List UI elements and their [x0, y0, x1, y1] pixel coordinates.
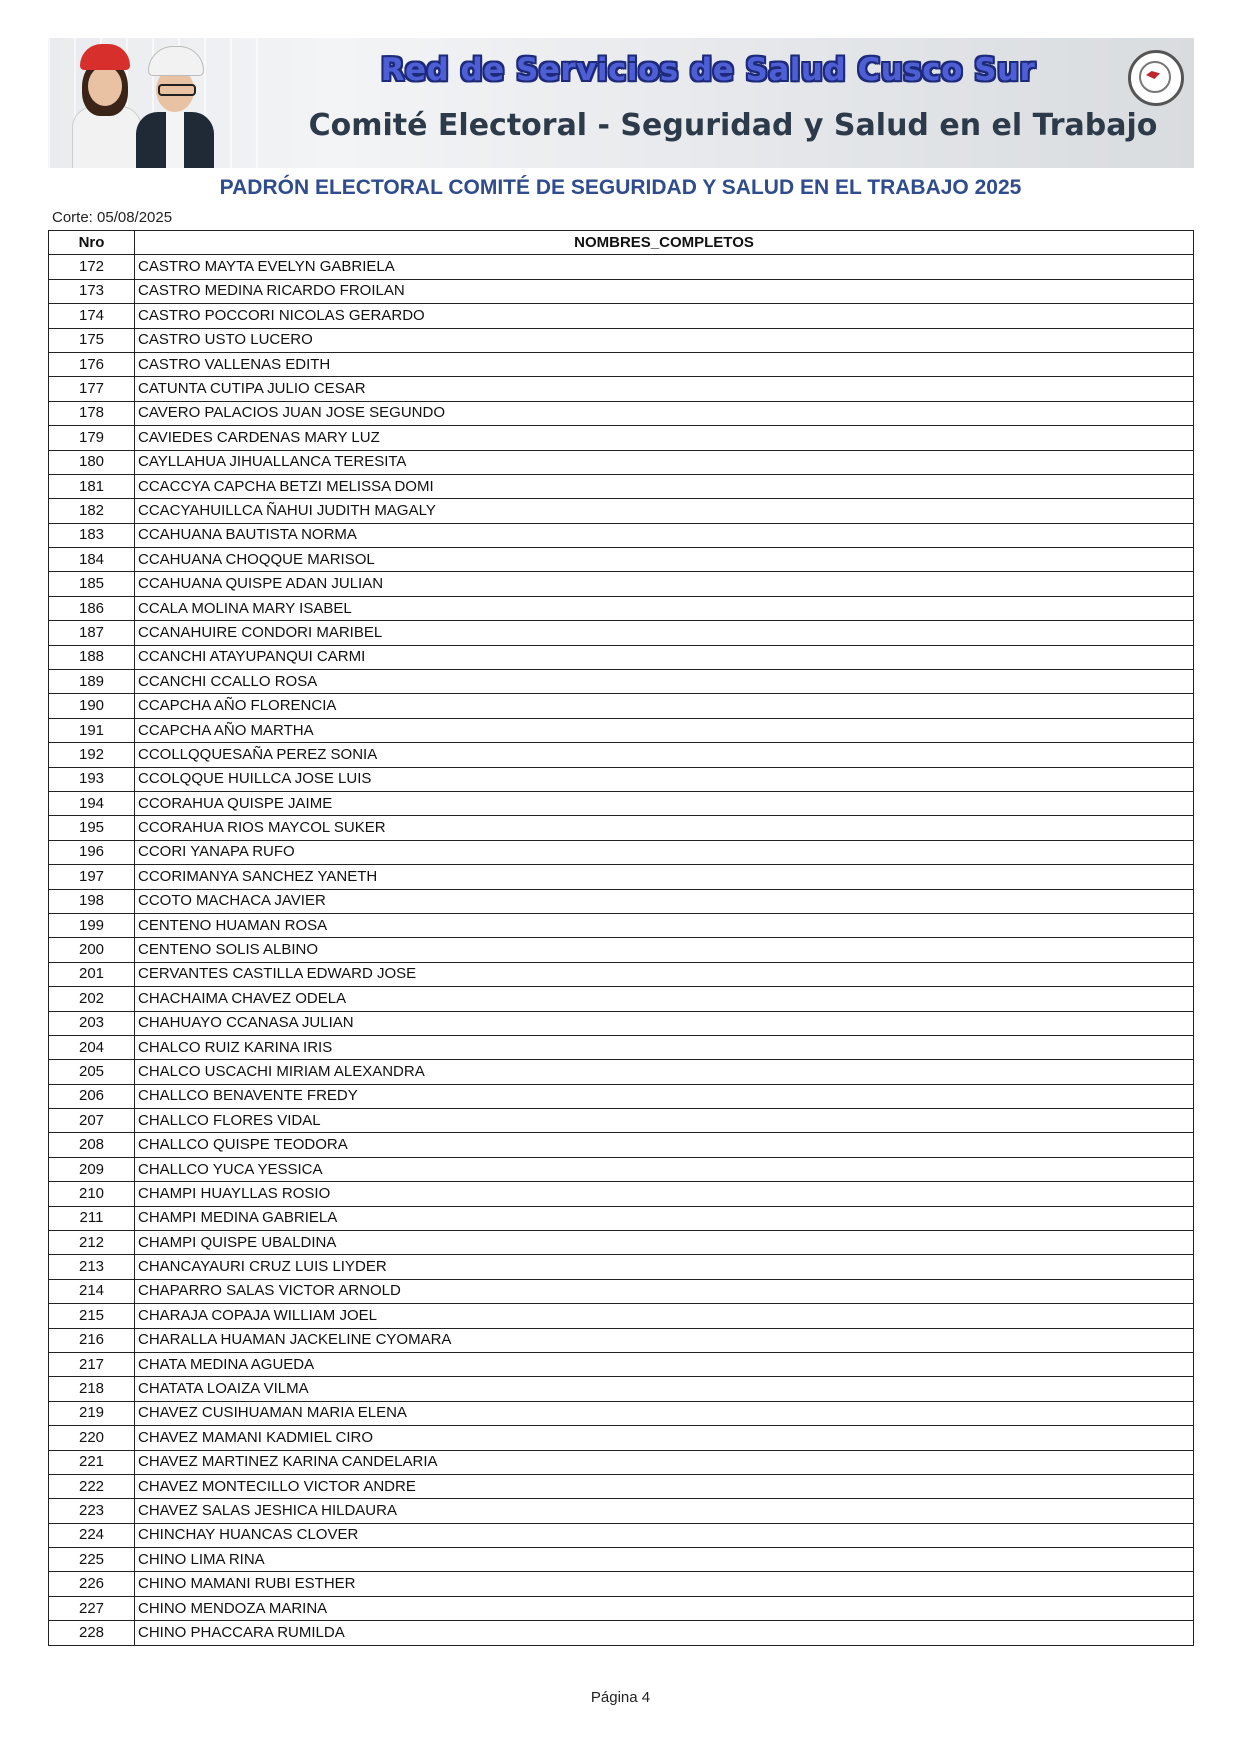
table-row [49, 1157, 1194, 1181]
row-number: 225 [49, 1548, 135, 1572]
full-name: CHAVEZ MONTECILLO VICTOR ANDRE [135, 1474, 1194, 1498]
row-number: 201 [49, 962, 135, 986]
table-row [49, 572, 1194, 596]
full-name: CHAVEZ CUSIHUAMAN MARIA ELENA [135, 1401, 1194, 1425]
table-row [49, 426, 1194, 450]
row-number: 199 [49, 913, 135, 937]
full-name: CHINO MENDOZA MARINA [135, 1596, 1194, 1620]
row-number: 198 [49, 889, 135, 913]
table-row [49, 1328, 1194, 1352]
row-number: 175 [49, 328, 135, 352]
full-name: CCORI YANAPA RUFO [135, 840, 1194, 864]
table-row [49, 1596, 1194, 1620]
table-header-row [49, 231, 1194, 255]
row-number: 179 [49, 426, 135, 450]
row-number: 174 [49, 304, 135, 328]
row-number: 172 [49, 255, 135, 279]
row-number: 203 [49, 1011, 135, 1035]
table-row [49, 1206, 1194, 1230]
full-name: CHAVEZ MAMANI KADMIEL CIRO [135, 1426, 1194, 1450]
table-row [49, 304, 1194, 328]
row-number: 222 [49, 1474, 135, 1498]
row-number: 193 [49, 767, 135, 791]
row-number: 207 [49, 1109, 135, 1133]
full-name: CCACYAHUILLCA ÑAHUI JUDITH MAGALY [135, 499, 1194, 523]
table-row [49, 1572, 1194, 1596]
table-row [49, 1426, 1194, 1450]
table-row [49, 816, 1194, 840]
full-name: CHINO LIMA RINA [135, 1548, 1194, 1572]
table-row [49, 1231, 1194, 1255]
table-row [49, 1060, 1194, 1084]
table-row [49, 352, 1194, 376]
table-row [49, 255, 1194, 279]
table-row [49, 791, 1194, 815]
table-row [49, 328, 1194, 352]
table-row [49, 962, 1194, 986]
full-name: CENTENO HUAMAN ROSA [135, 913, 1194, 937]
row-number: 210 [49, 1182, 135, 1206]
table-row [49, 377, 1194, 401]
row-number: 189 [49, 670, 135, 694]
table-row [49, 401, 1194, 425]
table-row [49, 889, 1194, 913]
row-number: 180 [49, 450, 135, 474]
table-row [49, 1182, 1194, 1206]
table-row [49, 1377, 1194, 1401]
row-number: 197 [49, 865, 135, 889]
table-row [49, 1011, 1194, 1035]
table-row [49, 499, 1194, 523]
row-number: 215 [49, 1304, 135, 1328]
row-number: 173 [49, 279, 135, 303]
table-row [49, 1499, 1194, 1523]
full-name: CCOLLQQUESAÑA PEREZ SONIA [135, 743, 1194, 767]
full-name: CHALLCO FLORES VIDAL [135, 1109, 1194, 1133]
row-number: 183 [49, 523, 135, 547]
full-name: CHAMPI HUAYLLAS ROSIO [135, 1182, 1194, 1206]
document-title: PADRÓN ELECTORAL COMITÉ DE SEGURIDAD Y SALUD EN EL TRABAJO 2025 [219, 176, 1022, 199]
row-number: 205 [49, 1060, 135, 1084]
full-name: CHATATA LOAIZA VILMA [135, 1377, 1194, 1401]
row-number: 228 [49, 1621, 135, 1645]
full-name: CCAPCHA AÑO MARTHA [135, 718, 1194, 742]
table-row [49, 523, 1194, 547]
row-number: 200 [49, 938, 135, 962]
full-name: CCAHUANA QUISPE ADAN JULIAN [135, 572, 1194, 596]
table-body [49, 255, 1194, 1645]
table-row [49, 743, 1194, 767]
table-row [49, 1621, 1194, 1645]
table-row [49, 450, 1194, 474]
row-number: 177 [49, 377, 135, 401]
full-name: CHALCO USCACHI MIRIAM ALEXANDRA [135, 1060, 1194, 1084]
full-name: CHAHUAYO CCANASA JULIAN [135, 1011, 1194, 1035]
table-row [49, 1523, 1194, 1547]
table-row [49, 621, 1194, 645]
table-row [49, 1304, 1194, 1328]
full-name: CCAHUANA BAUTISTA NORMA [135, 523, 1194, 547]
full-name: CENTENO SOLIS ALBINO [135, 938, 1194, 962]
row-number: 209 [49, 1157, 135, 1181]
table-row [49, 548, 1194, 572]
full-name: CASTRO VALLENAS EDITH [135, 352, 1194, 376]
table-row [49, 1255, 1194, 1279]
row-number: 206 [49, 1084, 135, 1108]
full-name: CHAPARRO SALAS VICTOR ARNOLD [135, 1279, 1194, 1303]
full-name: CCAPCHA AÑO FLORENCIA [135, 694, 1194, 718]
column-header-nombres: NOMBRES_COMPLETOS [135, 231, 1194, 255]
table-row [49, 1084, 1194, 1108]
table-row [49, 645, 1194, 669]
row-number: 191 [49, 718, 135, 742]
full-name: CHAVEZ SALAS JESHICA HILDAURA [135, 1499, 1194, 1523]
full-name: CCALA MOLINA MARY ISABEL [135, 596, 1194, 620]
worker-man-image [130, 38, 220, 168]
table-row [49, 1450, 1194, 1474]
table-row [49, 1109, 1194, 1133]
row-number: 204 [49, 1035, 135, 1059]
row-number: 178 [49, 401, 135, 425]
full-name: CCACCYA CAPCHA BETZI MELISSA DOMI [135, 474, 1194, 498]
full-name: CERVANTES CASTILLA EDWARD JOSE [135, 962, 1194, 986]
full-name: CHALLCO BENAVENTE FREDY [135, 1084, 1194, 1108]
row-number: 214 [49, 1279, 135, 1303]
table-row [49, 840, 1194, 864]
full-name: CAVERO PALACIOS JUAN JOSE SEGUNDO [135, 401, 1194, 425]
full-name: CCAHUANA CHOQQUE MARISOL [135, 548, 1194, 572]
table-row [49, 1035, 1194, 1059]
row-number: 212 [49, 1231, 135, 1255]
full-name: CCANCHI ATAYUPANQUI CARMI [135, 645, 1194, 669]
table-row [49, 767, 1194, 791]
table-row [49, 718, 1194, 742]
full-name: CHARALLA HUAMAN JACKELINE CYOMARA [135, 1328, 1194, 1352]
row-number: 211 [49, 1206, 135, 1230]
row-number: 227 [49, 1596, 135, 1620]
full-name: CCORAHUA QUISPE JAIME [135, 791, 1194, 815]
full-name: CCANAHUIRE CONDORI MARIBEL [135, 621, 1194, 645]
banner-title: Red de Servicios de Salud Cusco Sur [380, 52, 1036, 88]
table-row [49, 987, 1194, 1011]
full-name: CHAMPI MEDINA GABRIELA [135, 1206, 1194, 1230]
row-number: 184 [49, 548, 135, 572]
voter-roll-table [48, 230, 1194, 1646]
page-number: Página 4 [590, 1689, 651, 1706]
header-banner [48, 38, 1194, 168]
banner-subtitle: Comité Electoral - Seguridad y Salud en el Trabajo [308, 108, 1158, 143]
row-number: 181 [49, 474, 135, 498]
row-number: 195 [49, 816, 135, 840]
full-name: CCOLQQUE HUILLCA JOSE LUIS [135, 767, 1194, 791]
row-number: 213 [49, 1255, 135, 1279]
full-name: CHACHAIMA CHAVEZ ODELA [135, 987, 1194, 1011]
full-name: CHAVEZ MARTINEZ KARINA CANDELARIA [135, 1450, 1194, 1474]
full-name: CHALCO RUIZ KARINA IRIS [135, 1035, 1194, 1059]
row-number: 208 [49, 1133, 135, 1157]
table-row [49, 1548, 1194, 1572]
row-number: 220 [49, 1426, 135, 1450]
full-name: CHINO PHACCARA RUMILDA [135, 1621, 1194, 1645]
full-name: CHINCHAY HUANCAS CLOVER [135, 1523, 1194, 1547]
full-name: CASTRO USTO LUCERO [135, 328, 1194, 352]
row-number: 196 [49, 840, 135, 864]
row-number: 186 [49, 596, 135, 620]
row-number: 216 [49, 1328, 135, 1352]
row-number: 226 [49, 1572, 135, 1596]
table-row [49, 596, 1194, 620]
column-header-nro: Nro [49, 231, 135, 255]
row-number: 188 [49, 645, 135, 669]
full-name: CHALLCO QUISPE TEODORA [135, 1133, 1194, 1157]
row-number: 190 [49, 694, 135, 718]
table-row [49, 865, 1194, 889]
full-name: CHARAJA COPAJA WILLIAM JOEL [135, 1304, 1194, 1328]
table-row [49, 1401, 1194, 1425]
row-number: 182 [49, 499, 135, 523]
table-row [49, 1279, 1194, 1303]
table-row [49, 279, 1194, 303]
row-number: 221 [49, 1450, 135, 1474]
institution-seal-icon [1128, 50, 1184, 106]
full-name: CASTRO MEDINA RICARDO FROILAN [135, 279, 1194, 303]
full-name: CCOTO MACHACA JAVIER [135, 889, 1194, 913]
full-name: CHALLCO YUCA YESSICA [135, 1157, 1194, 1181]
full-name: CASTRO POCCORI NICOLAS GERARDO [135, 304, 1194, 328]
cutoff-date: Corte: 05/08/2025 [52, 209, 173, 226]
full-name: CHINO MAMANI RUBI ESTHER [135, 1572, 1194, 1596]
row-number: 185 [49, 572, 135, 596]
full-name: CATUNTA CUTIPA JULIO CESAR [135, 377, 1194, 401]
table-row [49, 1474, 1194, 1498]
row-number: 194 [49, 791, 135, 815]
row-number: 187 [49, 621, 135, 645]
full-name: CHATA MEDINA AGUEDA [135, 1352, 1194, 1376]
table-row [49, 913, 1194, 937]
table-row [49, 474, 1194, 498]
full-name: CHANCAYAURI CRUZ LUIS LIYDER [135, 1255, 1194, 1279]
table-row [49, 1352, 1194, 1376]
full-name: CAVIEDES CARDENAS MARY LUZ [135, 426, 1194, 450]
row-number: 224 [49, 1523, 135, 1547]
full-name: CHAMPI QUISPE UBALDINA [135, 1231, 1194, 1255]
table-row [49, 694, 1194, 718]
table-row [49, 938, 1194, 962]
row-number: 217 [49, 1352, 135, 1376]
full-name: CAYLLAHUA JIHUALLANCA TERESITA [135, 450, 1194, 474]
row-number: 219 [49, 1401, 135, 1425]
table-row [49, 670, 1194, 694]
row-number: 176 [49, 352, 135, 376]
full-name: CCANCHI CCALLO ROSA [135, 670, 1194, 694]
row-number: 218 [49, 1377, 135, 1401]
full-name: CCORAHUA RIOS MAYCOL SUKER [135, 816, 1194, 840]
full-name: CASTRO MAYTA EVELYN GABRIELA [135, 255, 1194, 279]
row-number: 223 [49, 1499, 135, 1523]
row-number: 192 [49, 743, 135, 767]
row-number: 202 [49, 987, 135, 1011]
full-name: CCORIMANYA SANCHEZ YANETH [135, 865, 1194, 889]
table-row [49, 1133, 1194, 1157]
